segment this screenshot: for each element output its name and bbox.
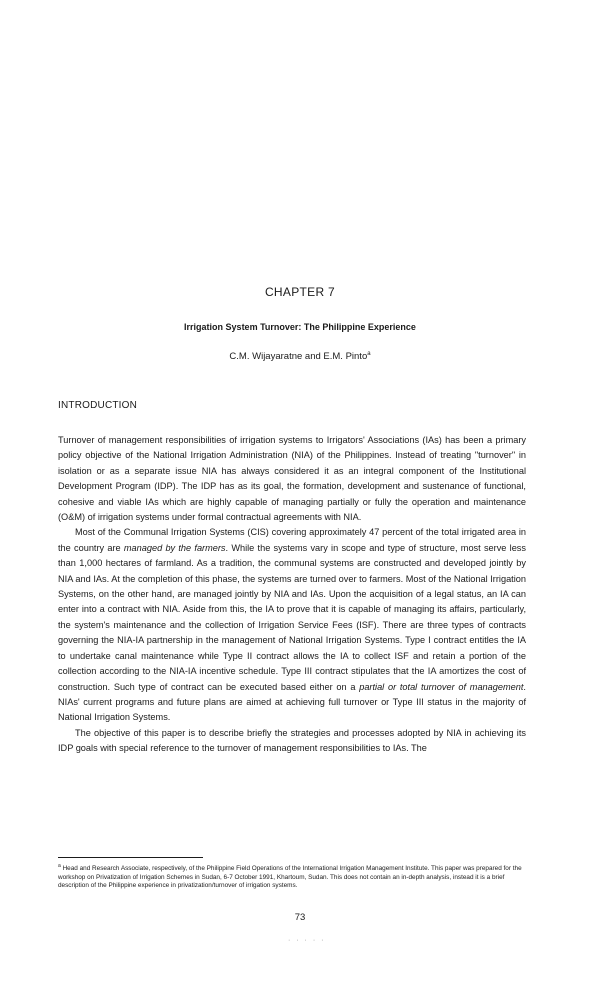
- paragraph-2-emphasis-2: partial or total turnover of management: [359, 681, 524, 692]
- paragraph-2-part-c: . NIAs' current programs and future plans are aimed at achieving full turnover or Type III status in the majority of National Irrigation Systems.: [58, 681, 526, 723]
- footnote: [58, 862, 526, 891]
- paper-title: Irrigation System Turnover: The Philippine Experience: [184, 322, 416, 332]
- chapter-heading: CHAPTER 7: [264, 285, 336, 299]
- author-footnote-mark: a: [367, 351, 371, 357]
- paragraph-2: [58, 525, 526, 725]
- body-text: [58, 433, 526, 757]
- paragraph-1: Turnover of management responsibilities of irrigation systems to Irrigators' Associations (IAs) has been a primary policy objective of the National Irrigation Administration (NIA) of the Philippines. Instead of treating "turnover" in isolation or as a separate issue NIA has always considered it as an integral component of the Institutional Development Program (IDP). The IDP has as its goal, the formation, development and sustenance of functional, cohesive and viable IAs which are highly capable of managing partially or fully the operation and maintenance (O&M) of irrigation systems under formal contractual agreements with NIA.: [58, 435, 526, 523]
- paragraph-2-part-b: . While the systems vary in scope and type of structure, most serve less than 1,000 hectares of farmland. As a tradition, the communal systems are constructed and developed jointly by NIA and IAs. At the completion of this phase, the systems are turned over to farmers. Most of the National Irrigation Systems, on the other hand, are managed jointly by NIA and IAs. Upon the acquisition of a legal status, an IA can enter into a contract with NIA. Aside from this, the IA to prove that it is capable of managing its affairs, particularly, the system's maintenance and the collection of Irrigation Service Fees (ISF). There are three types of contracts governing the NIA-IA partnership in the management of National Irrigation Systems. Type I contract entitles the IA to undertake canal maintenance while Type II contract allows the IA to collect ISF and retain a portion of the collection according to the NIA-IA incentive schedule. Type III contract stipulates that the IA amortizes the cost of construction. Such type of contract can be executed based either on a: [58, 542, 526, 692]
- paragraph-2-emphasis-1: managed by the farmers: [123, 542, 226, 553]
- section-heading: INTRODUCTION: [58, 400, 138, 411]
- paragraph-2-part-a: Most of the Communal Irrigation Systems (CIS) covering approximately 47 percent of the total irrigated area in the country are: [58, 527, 526, 553]
- footnote-divider: [58, 857, 203, 858]
- authors-line: [0, 351, 600, 362]
- scan-artifact-mark: · · · · ·: [288, 937, 326, 944]
- footnote-text: Head and Research Associate, respectively, of the Philippine Field Operations of the International Irrigation Management Institute. This paper was prepared for the workshop on Privatization of Irrigation Schemes in Sudan, 6-7 October 1991, Khartoum, Sudan. This does not contain an in-depth analysis, instead it is a brief description of the Philippine experience in privatization/turnover of irrigation systems.: [58, 865, 522, 890]
- footnote-mark: a: [58, 863, 61, 869]
- page-number: 73: [294, 912, 306, 923]
- author-names: C.M. Wijayaratne and E.M. Pinto: [229, 351, 368, 363]
- paragraph-3: The objective of this paper is to describe briefly the strategies and processes adopted by NIA in achieving its IDP goals with special reference to the turnover of management responsibilities to IAs. The: [58, 727, 526, 754]
